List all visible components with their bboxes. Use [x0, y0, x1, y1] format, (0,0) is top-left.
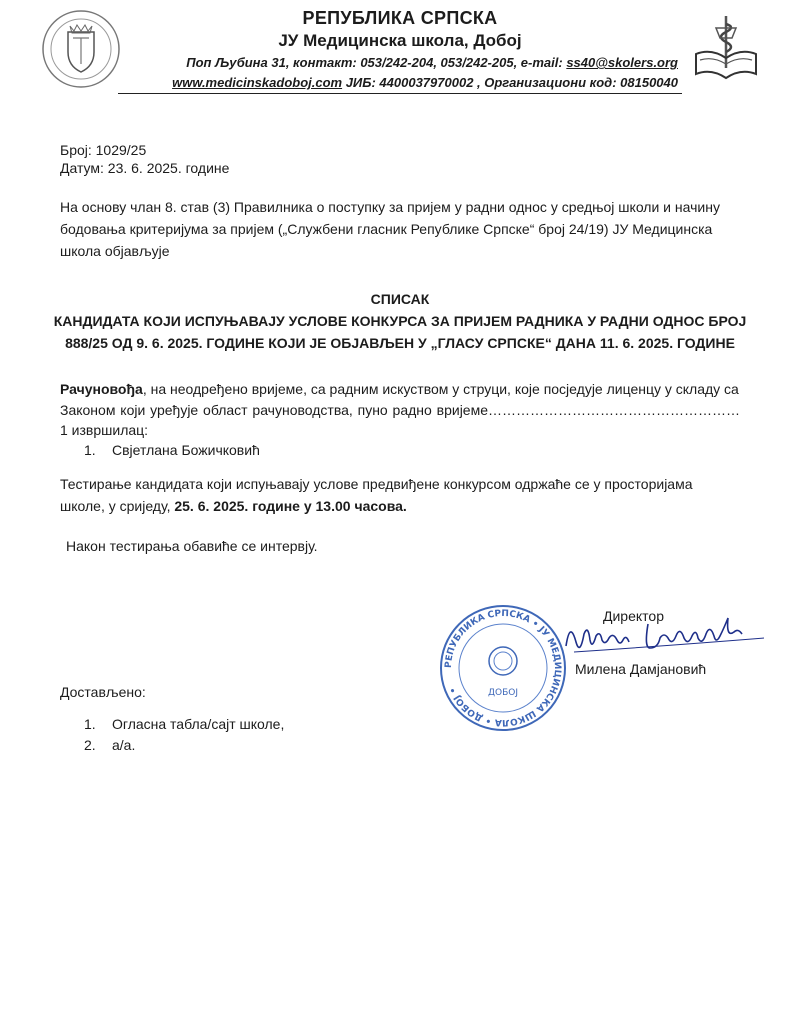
delivery-item-number: 1.: [84, 716, 96, 732]
intro-line-3: школа објављује: [60, 243, 170, 259]
testing-datetime: 25. 6. 2025. године у 13.00 часова.: [174, 498, 407, 514]
testing-line-2: [60, 496, 740, 516]
handwritten-signature: [560, 612, 775, 662]
letterhead-ids: [118, 75, 678, 90]
document-number: Број: 1029/25: [60, 142, 147, 158]
list-title: СПИСАК: [370, 291, 430, 307]
email-link[interactable]: ss40@skolers.org: [566, 55, 678, 70]
document-date: Датум: 23. 6. 2025. године: [60, 160, 230, 176]
stamp-inner-text: ДОБОЈ: [487, 688, 519, 698]
testing-line-1: Тестирање кандидата који испуњавају услове предвиђене конкурсом одржаће се у просторијама: [60, 476, 693, 492]
official-stamp: [438, 603, 568, 733]
intro-line-2: бодовања критеријума за пријем („Службени гласник Републике Српске“ број 24/19) ЈУ Медицинска: [60, 221, 713, 237]
stamp-outer-text: РЕПУБЛИКА СРПСКА • ЈУ МЕДИЦИНСКА ШКОЛА • ДОБОЈ •: [443, 608, 563, 728]
delivery-label: Достављено:: [60, 684, 146, 700]
delivery-item-number: 2.: [84, 737, 96, 753]
list-subtitle-line-1: КАНДИДАТА КОЈИ ИСПУЊАВАЈУ УСЛОВЕ КОНКУРСА ЗА ПРИЈЕМ РАДНИКА У РАДНИ ОДНОС БРОЈ: [53, 313, 747, 329]
signature-role: Директор: [603, 608, 664, 624]
coat-of-arms-icon: [40, 8, 122, 90]
contact-text: Поп Љубина 31, контакт: 053/242-204, 053/242-205, e-mail:: [186, 55, 567, 70]
website-link[interactable]: www.medicinskadoboj.com: [172, 75, 343, 90]
delivery-item: а/а.: [112, 737, 136, 753]
signer-name: Милена Дамјановић: [575, 661, 707, 677]
medical-school-logo-icon: [690, 10, 762, 82]
letterhead-contact: [118, 55, 678, 70]
position-line-2: Законом који уређује област рачуноводства, пуно радно вријеме………………………………………………1 извршилац:: [60, 402, 740, 438]
svg-text:РЕПУБЛИКА СРПСКА • ЈУ МЕДИЦИНС: [444, 609, 562, 727]
position-title: Рачуновођа: [60, 381, 143, 397]
letterhead-divider: [118, 93, 682, 94]
ids-text: ЈИБ: 4400037970002 , Организациони код: 08150040: [342, 75, 678, 90]
delivery-item: Огласна табла/сајт школе,: [112, 716, 285, 732]
candidate-number: 1.: [84, 442, 96, 458]
intro-line-1: На основу члан 8. став (3) Правилника о поступку за пријем у радни однос у средњој школи и начину: [60, 199, 720, 215]
interview-note: Након тестирања обавиће се интервју.: [66, 538, 318, 554]
position-line-1: [60, 379, 740, 399]
position-desc: , на неодређено вријеме, са радним искуством у струци, које посједује лиценцу у складу са: [142, 381, 739, 397]
candidate-name: Свјетлана Божичковић: [112, 442, 260, 458]
list-subtitle-line-2: 888/25 ОД 9. 6. 2025. ГОДИНЕ КОЈИ ЈЕ ОБЈАВЉЕН У „ГЛАСУ СРПСКЕ“ ДАНА 11. 6. 2025. ГОДИНЕ: [65, 335, 735, 351]
testing-text: школе, у сриједу,: [60, 498, 175, 514]
letterhead-republic: РЕПУБЛИКА СРПСКА: [302, 8, 498, 28]
letterhead-school: ЈУ Медицинска школа, Добој: [278, 31, 522, 50]
